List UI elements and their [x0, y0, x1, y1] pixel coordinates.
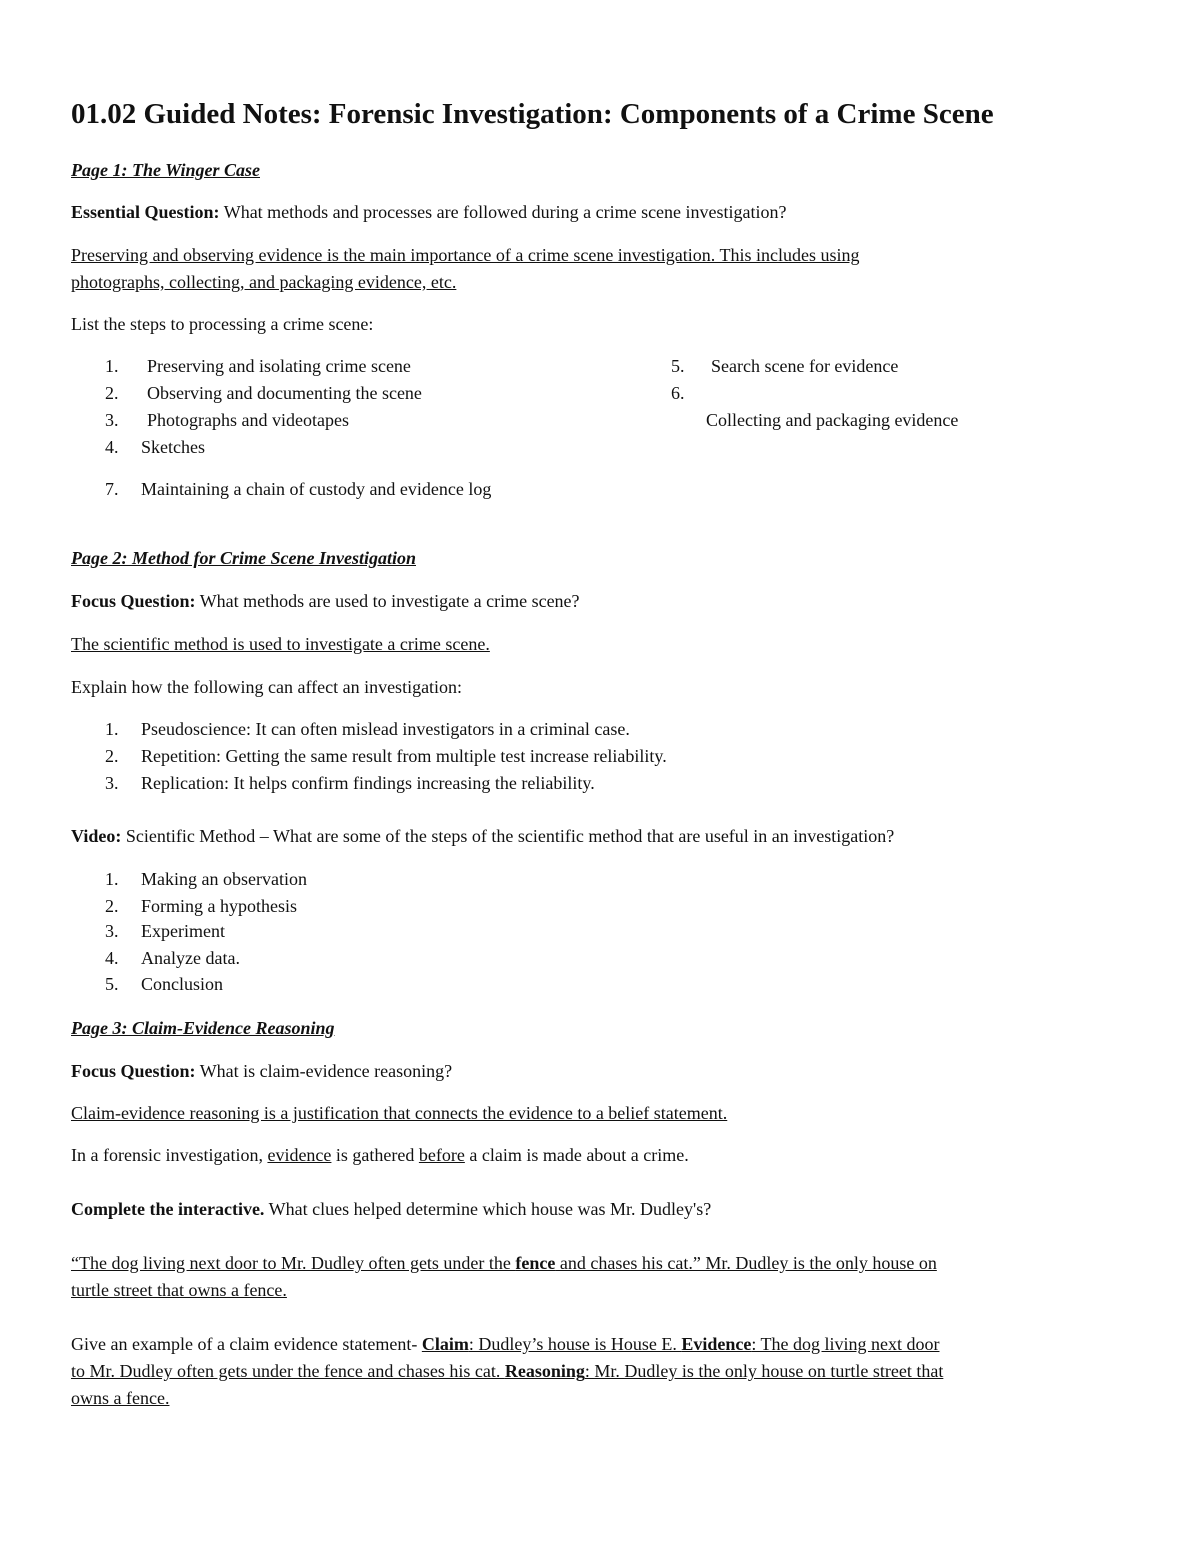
essential-question-text: What methods and processes are followed during a crime scene investigation? [219, 202, 787, 222]
answer-line: The scientific method is used to investigate a crime scene. [71, 634, 490, 654]
section-heading-page2: Page 2: Method for Crime Scene Investigation [71, 548, 416, 568]
list-number: 2. [105, 896, 119, 916]
evidence-text: : The dog living next door [751, 1334, 940, 1354]
interactive-question [71, 1198, 711, 1220]
list-number: 2. [105, 746, 119, 766]
answer-line-2: photographs, collecting, and packaging evidence, etc. [71, 272, 457, 292]
essential-question-label: Essential Question: [71, 202, 220, 222]
focus-question-label: Focus Question: [71, 591, 196, 611]
section-heading-page1: Page 1: The Winger Case [71, 160, 260, 180]
clue-answer-line-1 [71, 1252, 937, 1274]
list-item-text: Sketches [141, 437, 205, 457]
explain-prompt: Explain how the following can affect an investigation: [71, 677, 463, 697]
list-number: 3. [105, 773, 119, 793]
video-label: Video: [71, 826, 122, 846]
essential-question [71, 201, 787, 223]
list-number: 1. [105, 869, 119, 889]
list-item-text: Making an observation [141, 869, 307, 889]
list-item-text: Conclusion [141, 974, 224, 994]
forensic-text-pre: In a forensic investigation, [71, 1145, 268, 1165]
example-line-1 [71, 1333, 939, 1355]
reasoning-text: : Mr. Dudley is the only house on turtle street that [584, 1361, 944, 1381]
list-number: 4. [105, 948, 119, 968]
list-item-text: Search scene for evidence [711, 356, 899, 376]
list-item-text: Analyze data. [141, 948, 240, 968]
forensic-statement [71, 1144, 689, 1166]
list-item-text: Photographs and videotapes [147, 410, 349, 430]
list-item-text: Preserving and isolating crime scene [147, 356, 411, 376]
list-number: 1. [105, 719, 119, 739]
evidence-text-cont: to Mr. Dudley often gets under the fence and chases his cat. [71, 1361, 505, 1381]
list-number: 5. [671, 356, 685, 376]
focus-question [71, 590, 580, 612]
list-number: 3. [105, 410, 119, 430]
focus-question [71, 1060, 452, 1082]
section-heading-page3: Page 3: Claim-Evidence Reasoning [71, 1018, 335, 1038]
list-item-text: Repetition: Getting the same result from multiple test increase reliability. [141, 746, 667, 766]
fill-blank-before: before [418, 1145, 465, 1165]
list-item-text: Experiment [141, 921, 225, 941]
claim-text: : Dudley’s house is House E. [468, 1334, 682, 1354]
list-number: 4. [105, 437, 119, 457]
answer-line-1: Preserving and observing evidence is the main importance of a crime scene investigation. This includes using [71, 245, 860, 265]
forensic-text-post: a claim is made about a crime. [464, 1145, 689, 1165]
list-number: 2. [105, 383, 119, 403]
list-item [105, 355, 119, 377]
clue-answer-line-2: turtle street that owns a fence. [71, 1280, 287, 1300]
focus-question-text: What is claim-evidence reasoning? [195, 1061, 453, 1081]
interactive-text: What clues helped determine which house was Mr. Dudley's? [264, 1199, 712, 1219]
answer-line: Claim-evidence reasoning is a justification that connects the evidence to a belief statement. [71, 1103, 728, 1123]
list-number: 7. [105, 479, 119, 499]
fill-blank-evidence: evidence [267, 1145, 332, 1165]
document-title: 01.02 Guided Notes: Forensic Investigation: Components of a Crime Scene [71, 98, 994, 130]
list-number: 6. [671, 383, 685, 403]
evidence-label: Evidence [681, 1334, 752, 1354]
list-item-text: Replication: It helps confirm findings increasing the reliability. [141, 773, 595, 793]
list-item-text: Observing and documenting the scene [147, 383, 422, 403]
list-number: 3. [105, 921, 119, 941]
focus-question-text: What methods are used to investigate a crime scene? [195, 591, 580, 611]
list-item-text: Forming a hypothesis [141, 896, 297, 916]
claim-label: Claim [421, 1334, 469, 1354]
focus-question-label: Focus Question: [71, 1061, 196, 1081]
example-line-2 [71, 1360, 943, 1382]
list-number: 5. [105, 974, 119, 994]
video-text: Scientific Method – What are some of the steps of the scientific method that are useful in an investigation? [121, 826, 895, 846]
interactive-label: Complete the interactive. [71, 1199, 265, 1219]
video-question [71, 825, 894, 847]
list-item-text: Maintaining a chain of custody and evidence log [141, 479, 492, 499]
clue-text-c: and chases his cat.” Mr. Dudley is the only house on [555, 1253, 937, 1273]
example-line-3: owns a fence. [71, 1388, 170, 1408]
reasoning-label: Reasoning [504, 1361, 585, 1381]
list-item-text: Pseudoscience: It can often mislead investigators in a criminal case. [141, 719, 630, 739]
list-item-text: Collecting and packaging evidence [706, 410, 959, 430]
steps-prompt: List the steps to processing a crime scene: [71, 314, 374, 334]
forensic-text-mid: is gathered [331, 1145, 419, 1165]
clue-text-a: “The dog living next door to Mr. Dudley often gets under the [71, 1253, 516, 1273]
clue-text-fence: fence [515, 1253, 556, 1273]
list-number: 1. [105, 356, 119, 376]
example-prompt: Give an example of a claim evidence statement- [71, 1334, 422, 1354]
